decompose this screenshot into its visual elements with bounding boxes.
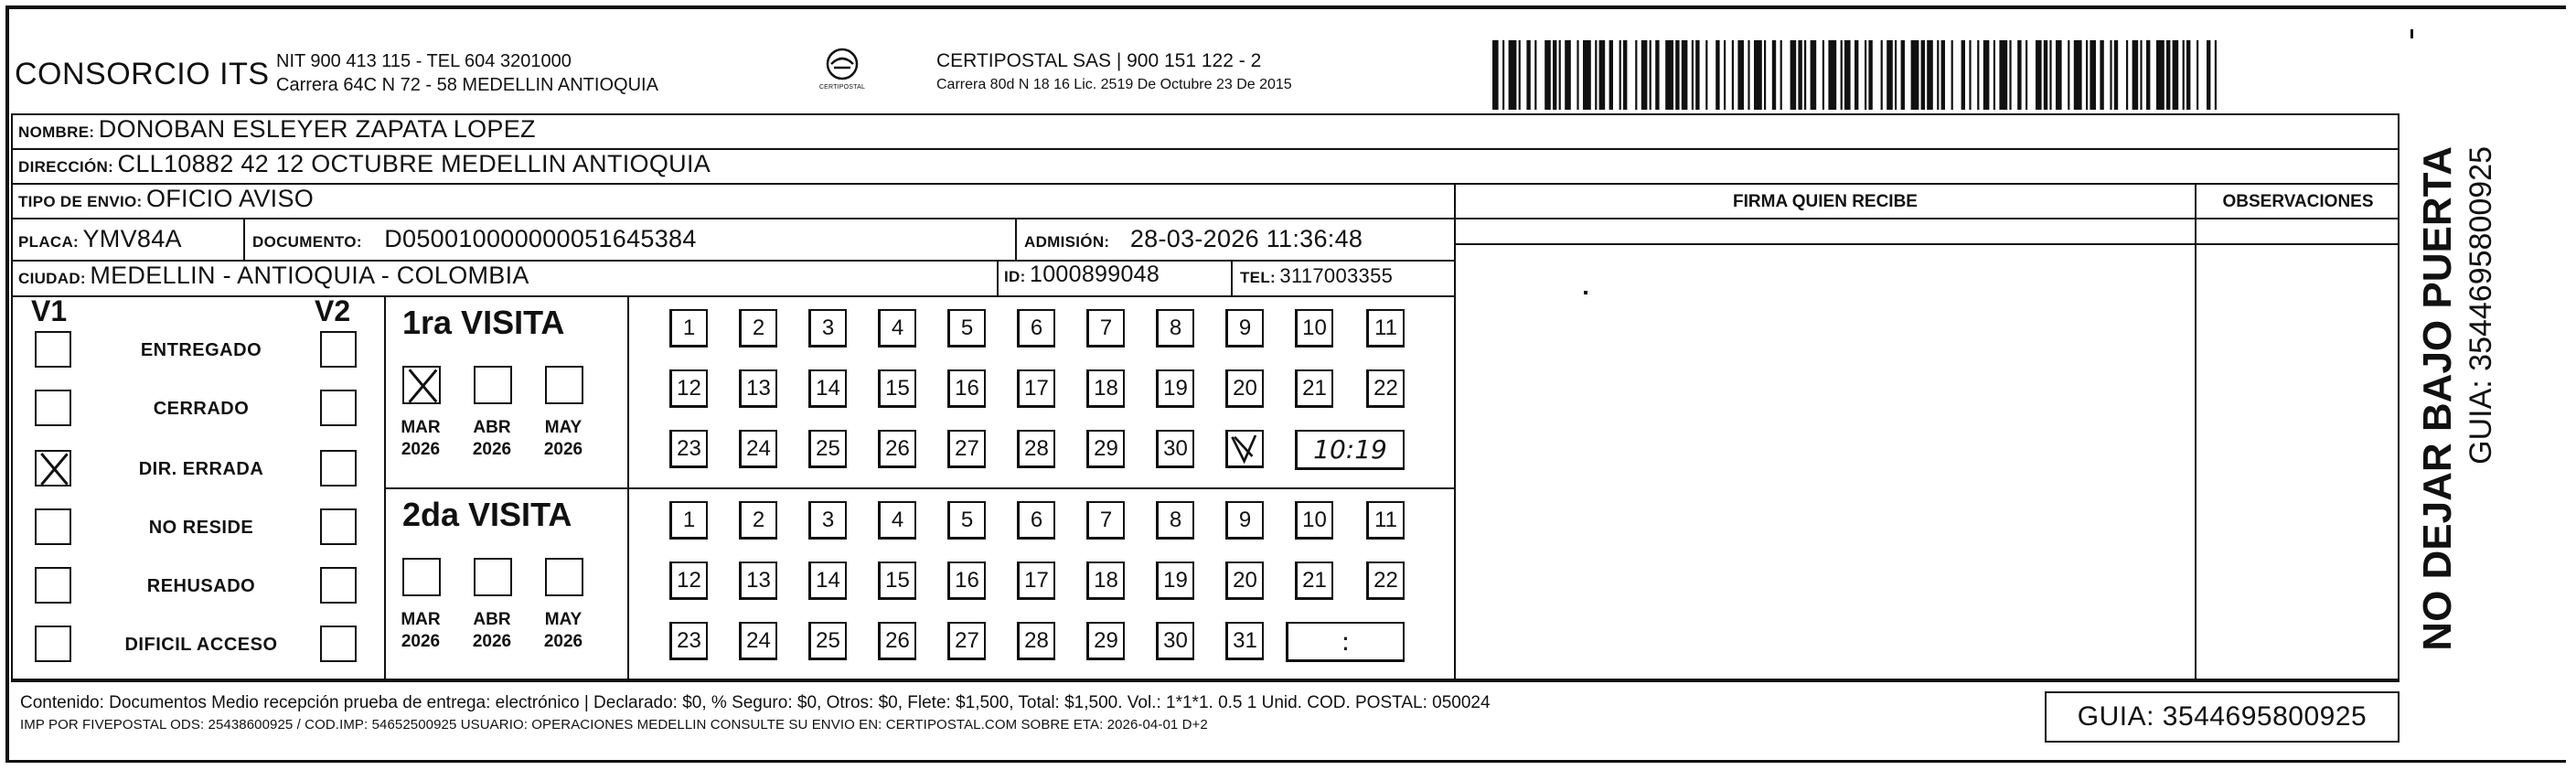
- barcode-bar: [1732, 40, 1734, 110]
- day-box[interactable]: 11: [1366, 309, 1405, 348]
- barcode-bar: [1754, 40, 1762, 110]
- barcode-bar: [2090, 40, 2096, 110]
- no-dejar-warning: NO DEJAR BAJO PUERTA: [2415, 146, 2460, 651]
- day-box[interactable]: 25: [808, 622, 847, 660]
- footer-print-info: IMP POR FIVEPOSTAL ODS: 25438600925 / COD.IMP: 54652500925 USUARIO: OPERACIONES MEDELLIN CONSULTE SU ENVIO EN: CERTIPOSTAL.COM SOBRE ETA: 2026-04-01 D+2: [20, 717, 1208, 733]
- v2-checkbox[interactable]: [320, 567, 357, 604]
- day-box[interactable]: 28: [1017, 430, 1055, 468]
- barcode-bar: [1895, 40, 1897, 110]
- row-ciudad: [18, 262, 529, 290]
- day-box[interactable]: 29: [1086, 622, 1125, 660]
- col-divider: [997, 260, 999, 295]
- barcode-bar: [2140, 40, 2142, 110]
- visit-title: 1ra VISITA: [402, 304, 565, 341]
- observaciones-header: OBSERVACIONES: [2222, 192, 2374, 211]
- v1-checkbox[interactable]: [35, 567, 71, 604]
- v2-checkbox[interactable]: [320, 390, 357, 426]
- documento-label: DOCUMENTO:: [252, 233, 362, 251]
- status-label: NO RESIDE: [148, 518, 254, 538]
- barcode-bar: [1921, 40, 1925, 110]
- company-name: CONSORCIO ITS: [15, 57, 270, 91]
- day-box[interactable]: 22: [1366, 369, 1405, 408]
- barcode-bar: [1828, 40, 1836, 110]
- day-box[interactable]: 17: [1017, 561, 1055, 600]
- nombre-value: DONOBAN ESLEYER ZAPATA LOPEZ: [98, 115, 536, 143]
- admision-label: ADMISIÓN:: [1024, 233, 1110, 251]
- barcode-bar: [1502, 40, 1504, 110]
- row-id: [1004, 262, 1160, 288]
- day-box[interactable]: 14: [808, 369, 847, 408]
- day-box[interactable]: 31: [1225, 622, 1264, 660]
- barcode-bar: [1855, 40, 1858, 110]
- row-divider: [1456, 243, 2400, 245]
- id-value: 1000899048: [1030, 262, 1160, 287]
- barcode-bar: [2183, 40, 2185, 110]
- placa-label: PLACA:: [18, 233, 80, 251]
- barcode-bar: [2186, 40, 2190, 110]
- barcode-bar: [1595, 40, 1597, 110]
- v1-checkbox[interactable]: [35, 626, 71, 662]
- barcode-bar: [1865, 40, 1866, 110]
- day-box[interactable]: 6: [1017, 309, 1055, 348]
- barcode-bar: [1737, 40, 1744, 110]
- day-box[interactable]: 8: [1156, 309, 1194, 348]
- v2-header: V2: [315, 294, 351, 327]
- month-year: 2026: [401, 440, 441, 459]
- barcode-bar: [1519, 40, 1521, 110]
- day-box[interactable]: 9: [1225, 501, 1264, 540]
- corner-mark: [2410, 29, 2413, 38]
- month-year: 2026: [543, 440, 583, 459]
- v1-checkbox[interactable]: [35, 450, 71, 487]
- barcode-bar: [1798, 40, 1801, 110]
- barcode-bar: [1999, 40, 2007, 110]
- v2-checkbox[interactable]: [320, 450, 357, 487]
- cert-line: CERTIPOSTAL SAS | 900 151 122 - 2: [936, 50, 1262, 71]
- tipo-value: OFICIO AVISO: [145, 185, 315, 212]
- day-box[interactable]: 1: [669, 501, 708, 540]
- logo-caption: CERTIPOSTAL: [818, 84, 866, 91]
- direccion-value: CLL10882 42 12 OCTUBRE MEDELLIN ANTIOQUIA: [117, 150, 711, 177]
- day-box[interactable]: 16: [947, 369, 986, 408]
- col-divider: [1454, 183, 1456, 680]
- row-divider: [11, 183, 2400, 185]
- barcode-bar: [1675, 40, 1679, 110]
- barcode-bar: [1941, 40, 1945, 110]
- month-label: [536, 609, 591, 653]
- day-box[interactable]: 20: [1225, 561, 1264, 600]
- ciudad-label: CIUDAD:: [18, 270, 86, 287]
- time-box[interactable]: 10:19: [1295, 430, 1405, 470]
- barcode-bar: [2036, 40, 2042, 110]
- barcode-bar: [1844, 40, 1851, 110]
- firma-header: FIRMA QUIEN RECIBE: [1733, 192, 1918, 211]
- month-year: 2026: [401, 632, 441, 651]
- v2-checkbox[interactable]: [320, 626, 357, 662]
- day-box[interactable]: 8: [1156, 501, 1194, 540]
- tipo-label: TIPO DE ENVIO:: [18, 193, 143, 210]
- barcode-bar: [1969, 40, 1971, 110]
- barcode-bar: [1868, 40, 1872, 110]
- day-box[interactable]: 15: [878, 561, 916, 600]
- row-admision: [1024, 225, 1363, 253]
- barcode-bar: [2146, 40, 2150, 110]
- barcode-bar: [1492, 40, 1499, 110]
- status-label: ENTREGADO: [140, 340, 262, 360]
- barcode-bar: [2197, 40, 2198, 110]
- guia-number: GUIA: 3544695800925: [2045, 691, 2400, 743]
- barcode-bar: [1881, 40, 1883, 110]
- v1-checkbox[interactable]: [35, 331, 71, 368]
- month-name: ABR: [473, 418, 511, 437]
- barcode-bar: [1619, 40, 1621, 110]
- v2-checkbox[interactable]: [320, 508, 357, 545]
- row-tel: [1240, 264, 1393, 288]
- barcode-bar: [1583, 40, 1591, 110]
- barcode-bar: [1790, 40, 1797, 110]
- barcode-bar: [2215, 40, 2217, 110]
- day-box[interactable]: 26: [878, 430, 916, 468]
- barcode-bar: [2044, 40, 2047, 110]
- row-documento: [252, 225, 697, 253]
- row-placa: [18, 225, 182, 253]
- admision-value: 28-03-2026 11:36:48: [1129, 225, 1363, 252]
- cert-address: Carrera 80d N 18 16 Lic. 2519 De Octubre 23 De 2015: [936, 77, 1292, 92]
- tel-value: 3117003355: [1279, 264, 1394, 287]
- day-box[interactable]: 14: [808, 561, 847, 600]
- col-divider: [243, 218, 245, 260]
- nombre-label: NOMBRE:: [18, 123, 95, 141]
- barcode-bar: [1534, 40, 1536, 110]
- barcode-bar: [1650, 40, 1651, 110]
- day-box[interactable]: 30: [1156, 430, 1194, 468]
- barcode-bar: [1509, 40, 1517, 110]
- barcode-bar: [1764, 40, 1766, 110]
- barcode-bar: [2156, 40, 2164, 110]
- day-box[interactable]: 27: [947, 622, 986, 660]
- month-checkbox[interactable]: [545, 366, 583, 404]
- day-box[interactable]: 21: [1295, 561, 1333, 600]
- day-box[interactable]: 4: [878, 309, 916, 348]
- month-label: [536, 417, 591, 461]
- month-name: MAY: [544, 418, 583, 437]
- direccion-label: DIRECCIÓN:: [18, 158, 114, 176]
- barcode-bar: [1748, 40, 1749, 110]
- month-year: 2026: [543, 632, 583, 651]
- row-divider: [11, 295, 1456, 297]
- day-box[interactable]: 23: [669, 430, 708, 468]
- month-checkbox[interactable]: [402, 366, 441, 404]
- day-box[interactable]: 27: [947, 430, 986, 468]
- status-label: REHUSADO: [146, 576, 256, 596]
- col-divider: [1231, 260, 1233, 295]
- v1-header: V1: [31, 294, 68, 327]
- barcode-bar: [1772, 40, 1776, 110]
- id-label: ID:: [1004, 268, 1026, 285]
- month-checkbox[interactable]: [402, 558, 441, 596]
- day-box[interactable]: 12: [669, 369, 708, 408]
- day-box[interactable]: 22: [1366, 561, 1405, 600]
- day-box[interactable]: 17: [1017, 369, 1055, 408]
- row-tipo: [18, 185, 314, 213]
- barcode-bar: [1682, 40, 1688, 110]
- barcode-bar: [2086, 40, 2088, 110]
- day-box[interactable]: 19: [1156, 561, 1194, 600]
- visit-title: 2da VISITA: [402, 496, 572, 533]
- day-box[interactable]: 25: [808, 430, 847, 468]
- barcode-bar: [1961, 40, 1965, 110]
- day-box-checked[interactable]: [1225, 430, 1264, 468]
- barcode-bar: [2110, 40, 2111, 110]
- barcode-bar: [1635, 40, 1637, 110]
- barcode-bar: [1559, 40, 1561, 110]
- barcode-bar: [1901, 40, 1905, 110]
- barcode-bar: [1577, 40, 1578, 110]
- pen-mark: [1584, 291, 1587, 294]
- row-direccion: [18, 150, 711, 178]
- month-checkbox[interactable]: [545, 558, 583, 596]
- side-guia: GUIA: 3544695800925: [2464, 146, 2498, 465]
- documento-value: D050010000000051645384: [384, 225, 697, 252]
- barcode-bar: [2100, 40, 2103, 110]
- day-box[interactable]: 4: [878, 501, 916, 540]
- ciudad-value: MEDELLIN - ANTIOQUIA - COLOMBIA: [90, 262, 529, 289]
- certipostal-details: [936, 49, 1292, 97]
- month-label: [465, 609, 519, 653]
- v2-checkbox[interactable]: [320, 331, 357, 368]
- row-divider: [11, 680, 2400, 682]
- month-label: [393, 609, 448, 653]
- company-details: [276, 49, 658, 97]
- barcode-bar: [2009, 40, 2011, 110]
- barcode-bar: [1705, 40, 1707, 110]
- barcode-bar: [1565, 40, 1571, 110]
- day-box[interactable]: 9: [1225, 309, 1264, 348]
- barcode-bar: [1526, 40, 1530, 110]
- barcode-bar: [1609, 40, 1613, 110]
- barcode-bar: [1811, 40, 1817, 110]
- footer-contents: Contenido: Documentos Medio recepción prueba de entrega: electrónico | Declarado: $0, % Seguro: $0, Otros: $0, Flete: $1,500, Total: $1,500. Vol.: 1*1*1. 0.5 1 Unid. COD. POSTAL: 050024: [20, 693, 1491, 712]
- day-box[interactable]: 5: [947, 309, 986, 348]
- time-box[interactable]: :: [1286, 622, 1405, 662]
- status-label: CERRADO: [153, 399, 250, 419]
- day-box[interactable]: 28: [1017, 622, 1055, 660]
- day-box[interactable]: 13: [739, 561, 777, 600]
- barcode-bar: [2166, 40, 2170, 110]
- day-box[interactable]: 3: [808, 309, 847, 348]
- barcode-bar: [1780, 40, 1782, 110]
- barcode-bar: [1716, 40, 1719, 110]
- barcode-bar: [1641, 40, 1648, 110]
- day-box[interactable]: 20: [1225, 369, 1264, 408]
- barcode-bar: [1724, 40, 1726, 110]
- row-divider: [384, 487, 1456, 489]
- month-label: [393, 417, 448, 461]
- status-label: DIFICIL ACCESO: [124, 635, 278, 655]
- row-divider: [11, 218, 2400, 219]
- barcode-bar: [1927, 40, 1933, 110]
- barcode-bar: [2074, 40, 2082, 110]
- barcode-bar: [1983, 40, 1990, 110]
- barcode-bar: [1911, 40, 1919, 110]
- day-box[interactable]: 11: [1366, 501, 1405, 540]
- day-box[interactable]: 26: [878, 622, 916, 660]
- day-box[interactable]: 7: [1086, 309, 1125, 348]
- day-box[interactable]: 30: [1156, 622, 1194, 660]
- barcode-bar: [2207, 40, 2210, 110]
- barcode-bar: [1553, 40, 1556, 110]
- day-box[interactable]: 5: [947, 501, 986, 540]
- barcode-bar: [1822, 40, 1824, 110]
- day-box[interactable]: 23: [669, 622, 708, 660]
- month-checkbox[interactable]: [474, 558, 512, 596]
- check-mark-icon: [1228, 430, 1262, 468]
- day-box[interactable]: 24: [739, 622, 777, 660]
- barcode-bar: [1937, 40, 1939, 110]
- day-box[interactable]: 24: [739, 430, 777, 468]
- row-nombre: [18, 115, 536, 144]
- v1-checkbox[interactable]: [35, 508, 71, 545]
- month-name: MAR: [401, 418, 441, 437]
- barcode-bar: [2026, 40, 2027, 110]
- day-box[interactable]: 10: [1295, 309, 1333, 348]
- barcode-bar: [2132, 40, 2139, 110]
- barcode-bar: [2126, 40, 2128, 110]
- day-box[interactable]: 2: [739, 501, 777, 540]
- day-box[interactable]: 21: [1295, 369, 1333, 408]
- month-checkbox[interactable]: [474, 366, 512, 404]
- day-box[interactable]: 18: [1086, 369, 1125, 408]
- barcode-bar: [1692, 40, 1694, 110]
- barcode-bar: [2068, 40, 2069, 110]
- barcode-bar: [1545, 40, 1551, 110]
- barcode-bar: [1599, 40, 1606, 110]
- month-year: 2026: [472, 440, 512, 459]
- status-label: DIR. ERRADA: [138, 459, 264, 479]
- barcode-bar: [2017, 40, 2021, 110]
- month-label: [465, 417, 519, 461]
- barcode-bar: [1655, 40, 1659, 110]
- col-divider: [1015, 218, 1017, 260]
- col-divider: [2195, 183, 2197, 680]
- address-line: Carrera 64C N 72 - 58 MEDELLIN ANTIOQUIA: [276, 75, 658, 95]
- barcode-bar: [2173, 40, 2179, 110]
- placa-value: YMV84A: [82, 225, 182, 252]
- barcode-bar: [1951, 40, 1953, 110]
- barcode-bar: [1804, 40, 1806, 110]
- side-label: [2414, 146, 2533, 658]
- tel-label: TEL:: [1240, 269, 1276, 286]
- day-box[interactable]: 7: [1086, 501, 1125, 540]
- day-box[interactable]: 6: [1017, 501, 1055, 540]
- barcode-bar: [1887, 40, 1893, 110]
- day-box[interactable]: 29: [1086, 430, 1125, 468]
- barcode: [1492, 40, 2222, 110]
- barcode-bar: [2114, 40, 2118, 110]
- month-name: ABR: [473, 610, 511, 629]
- month-year: 2026: [472, 632, 512, 651]
- day-box[interactable]: 1: [669, 309, 708, 348]
- day-box[interactable]: 3: [808, 501, 847, 540]
- barcode-bar: [1665, 40, 1673, 110]
- day-box[interactable]: 10: [1295, 501, 1333, 540]
- month-name: MAY: [544, 610, 583, 629]
- day-box[interactable]: 16: [947, 561, 986, 600]
- day-box[interactable]: 19: [1156, 369, 1194, 408]
- nit-line: NIT 900 413 115 - TEL 604 3201000: [276, 51, 572, 71]
- day-box[interactable]: 15: [878, 369, 916, 408]
- barcode-bar: [2049, 40, 2051, 110]
- barcode-bar: [1695, 40, 1699, 110]
- barcode-bar: [2056, 40, 2062, 110]
- day-box[interactable]: 12: [669, 561, 708, 600]
- day-box[interactable]: 18: [1086, 561, 1125, 600]
- barcode-bar: [1993, 40, 1995, 110]
- barcode-bar: [1977, 40, 1979, 110]
- v1-checkbox[interactable]: [35, 390, 71, 426]
- barcode-bar: [1841, 40, 1843, 110]
- day-box[interactable]: 2: [739, 309, 777, 348]
- month-name: MAR: [401, 610, 441, 629]
- day-box[interactable]: 13: [739, 369, 777, 408]
- certipostal-logo-icon: [808, 44, 876, 99]
- barcode-bar: [1623, 40, 1627, 110]
